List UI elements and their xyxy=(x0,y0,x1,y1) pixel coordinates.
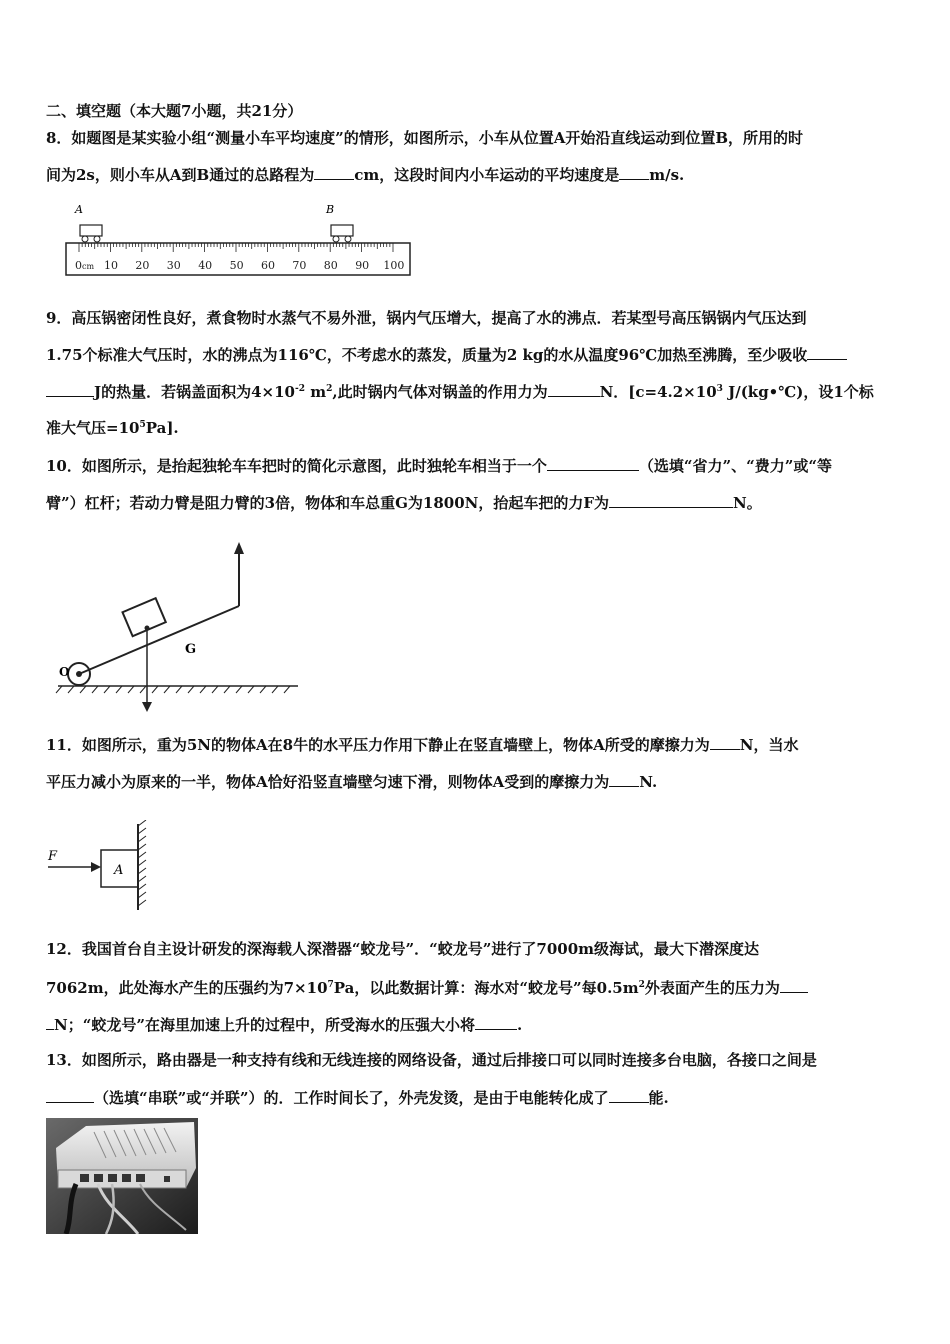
q8-ruler-label: 80 xyxy=(323,259,338,272)
q11-line2 xyxy=(46,771,657,792)
q10-wheelbarrow-figure xyxy=(50,540,305,715)
q9-text-d: ,此时锅内气体对锅盖的作用力为 xyxy=(332,383,548,401)
q8-ruler-label: 100 xyxy=(383,259,405,272)
q11-wall-figure xyxy=(44,820,162,916)
q12-blank-force[interactable] xyxy=(46,1014,54,1030)
q13-blank-energy[interactable] xyxy=(609,1087,649,1103)
q13-router-photo xyxy=(46,1118,198,1234)
q13-blank-connection[interactable] xyxy=(46,1087,94,1103)
q8-text-c: m/s. xyxy=(649,166,685,184)
q11-line1 xyxy=(46,734,798,755)
q13-line2 xyxy=(46,1087,669,1108)
q10-force-arrowhead xyxy=(234,542,244,554)
q9-text-f: J/(kg•℃)，设1个标 xyxy=(722,383,874,401)
q11-label-A: A xyxy=(114,863,124,878)
q9-blank-heat-part1[interactable] xyxy=(807,344,847,360)
q10-line2 xyxy=(46,492,762,513)
q11-label-F: F xyxy=(48,849,58,864)
q10-text-a: 10．如图所示，是抬起独轮车车把时的简化示意图，此时独轮车相当于一个 xyxy=(46,457,547,475)
q11-wall-hatch xyxy=(138,820,146,906)
q8-ruler-label: 60 xyxy=(261,259,275,272)
q8-ruler-labels xyxy=(75,259,404,272)
q9-exp4: 5 xyxy=(139,420,146,430)
q9-exp3: 3 xyxy=(716,384,723,394)
q9-blank-force[interactable] xyxy=(548,381,600,397)
q8-ruler-label: 30 xyxy=(166,259,181,272)
q10-line1 xyxy=(46,455,832,476)
q8-blank-distance[interactable] xyxy=(314,164,354,180)
q9-line2 xyxy=(46,344,847,365)
q10-text-b: （选填“省力”、“费力”或“等 xyxy=(638,457,833,475)
q10-label-O: O xyxy=(59,665,70,679)
q13-line1: 13．如图所示，路由器是一种支持有线和无线连接的网络设备，通过后排接口可以同时连接多台电脑，各接口之间是 xyxy=(46,1051,817,1069)
q12-line3 xyxy=(46,1014,522,1035)
q8-ruler-label: 70 xyxy=(292,259,307,272)
q8-line2 xyxy=(46,164,684,185)
q9-text-a: 1.75个标准大气压时，水的沸点为116℃，不考虑水的蒸发，质量为2 kg的水从温度96℃加热至沸腾，至少吸收 xyxy=(46,346,808,364)
q9-line4 xyxy=(46,418,179,438)
q13-text-b: 能. xyxy=(648,1089,669,1107)
section-title: 二、填空题（本大题7小题，共21分） xyxy=(46,102,303,120)
q11-text-d: N. xyxy=(639,773,658,791)
q9-exp1: -2 xyxy=(294,384,305,394)
q8-text-a: 间为2s，则小车从A到B通过的总路程为 xyxy=(46,166,315,184)
q8-cart-A xyxy=(80,225,102,242)
q12-blank-force-part1[interactable] xyxy=(780,977,808,993)
q8-cart-B xyxy=(331,225,353,242)
q11-blank-friction2[interactable] xyxy=(609,771,639,787)
q8-label-B: B xyxy=(326,203,335,216)
q9-text-e: N．[c=4.2×10 xyxy=(599,383,717,401)
q12-line1: 12．我国首台自主设计研发的深海载人深潜器“蛟龙号”．“蛟龙号”进行了7000m级海试，最大下潜深度达 xyxy=(46,940,760,958)
q8-line1: 8．如题图是某实验小组“测量小车平均速度”的情形，如图所示，小车从位置A开始沿直线运动到位置B，所用的时 xyxy=(46,129,804,147)
q12-blank-pressure[interactable] xyxy=(475,1014,517,1030)
q12-line2 xyxy=(46,977,808,998)
q8-ruler-label: 40 xyxy=(198,259,213,272)
q9-text-g: 准大气压=10 xyxy=(46,419,140,437)
q10-load-box xyxy=(122,598,165,636)
q9-text-b: J的热量．若锅盖面积为4×10 xyxy=(94,383,295,401)
q11-force-arrowhead xyxy=(91,862,101,872)
q8-label-A: A xyxy=(75,203,83,216)
q8-ruler-ticks xyxy=(79,243,393,252)
q12-text-e: . xyxy=(516,1016,523,1034)
q10-blank-lever-type[interactable] xyxy=(547,455,639,471)
q9-text-h: Pa]. xyxy=(145,419,179,437)
q12-exp2: 2 xyxy=(638,980,645,990)
q10-text-d: N。 xyxy=(733,494,762,512)
q9-exp2: 2 xyxy=(326,384,333,394)
q12-text-d: N；“蛟龙号”在海里加速上升的过程中，所受海水的压强大小将 xyxy=(54,1016,475,1034)
q8-text-b: cm，这段时间内小车运动的平均速度是 xyxy=(354,166,620,184)
q12-exp1: 7 xyxy=(327,980,334,990)
q9-text-c: m xyxy=(304,383,327,401)
q12-text-b: Pa，以此数据计算：海水对“蛟龙号”每0.5m xyxy=(333,979,639,997)
q13-text-a: （选填“串联”或“并联”）的．工作时间长了，外壳发烫，是由于电能转化成了 xyxy=(94,1089,609,1107)
q8-blank-speed[interactable] xyxy=(619,164,649,180)
q8-ruler-label: 90 xyxy=(355,259,370,272)
q8-ruler-label: 20 xyxy=(135,259,150,272)
q10-text-c: 臂”）杠杆；若动力臂是阻力臂的3倍，物体和车总重G为1800N，抬起车把的力F为 xyxy=(46,494,609,512)
q10-blank-force[interactable] xyxy=(609,492,733,508)
q11-text-a: 11．如图所示，重为5N的物体A在8牛的水平压力作用下静止在竖直墙壁上，物体A所受的摩擦力为 xyxy=(46,736,710,754)
q8-ruler-figure xyxy=(62,198,418,280)
q11-blank-friction1[interactable] xyxy=(710,734,740,750)
q9-line1: 9．高压锅密闭性良好，煮食物时水蒸气不易外泄，锅内气压增大，提高了水的沸点．若某型号高压锅锅内气压达到 xyxy=(46,309,807,327)
q10-gravity-arrowhead xyxy=(142,702,152,712)
q11-text-c: 平压力减小为原来的一半，物体A恰好沿竖直墙壁匀速下滑，则物体A受到的摩擦力为 xyxy=(46,773,610,791)
q10-ground-hatch xyxy=(56,686,290,693)
q9-line3 xyxy=(46,381,874,402)
q12-text-a: 7062m，此处海水产生的压强约为7×10 xyxy=(46,979,328,997)
q10-label-G: G xyxy=(185,642,197,657)
q8-ruler-label: 50 xyxy=(229,259,244,272)
q12-text-c: 外表面产生的压力为 xyxy=(644,979,780,997)
q8-ruler-label: 0cm xyxy=(75,259,95,272)
q8-ruler-label: 10 xyxy=(104,259,118,272)
q9-blank-heat[interactable] xyxy=(46,381,94,397)
q11-text-b: N，当水 xyxy=(739,736,799,754)
